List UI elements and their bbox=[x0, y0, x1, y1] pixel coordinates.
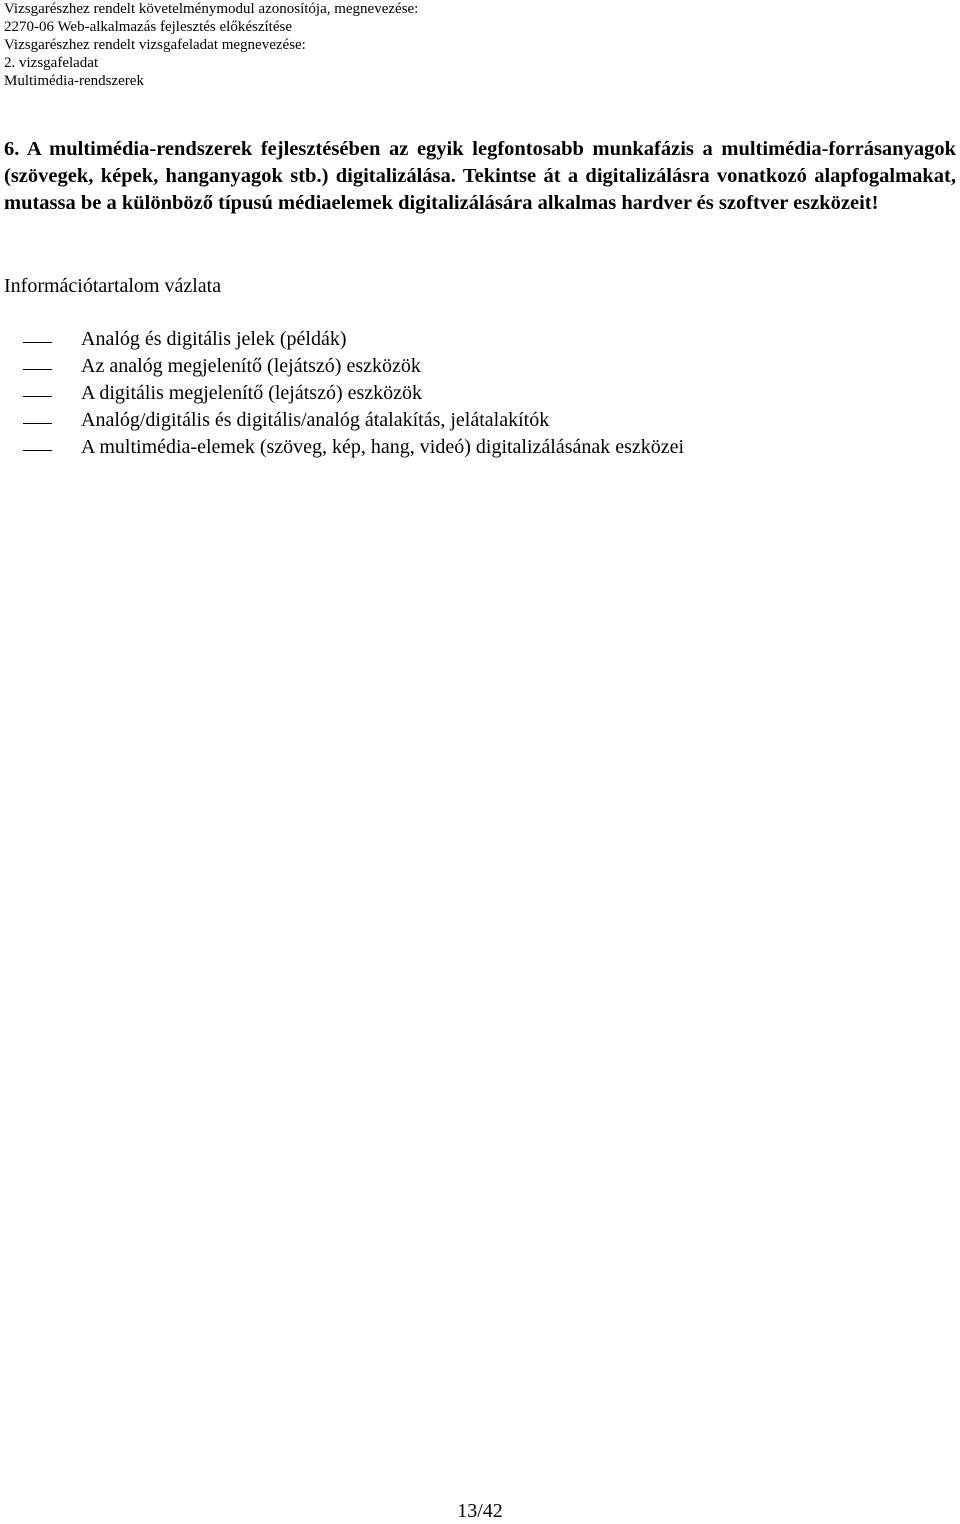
dash-bullet-icon bbox=[23, 369, 52, 370]
list-item-text: A digitális megjelenítő (lejátszó) eszközök bbox=[81, 382, 423, 404]
header-line-module-label: Vizsgarészhez rendelt követelménymodul azonosítója, megnevezése: bbox=[4, 1, 419, 17]
list-item bbox=[0, 353, 960, 380]
dash-bullet-icon bbox=[23, 342, 52, 343]
dash-bullet-icon bbox=[23, 396, 52, 397]
list-item-text: A multimédia-elemek (szöveg, kép, hang, videó) digitalizálásának eszközei bbox=[81, 436, 685, 458]
dash-bullet-icon bbox=[23, 450, 52, 451]
list-item-text: Az analóg megjelenítő (lejátszó) eszközök bbox=[81, 355, 421, 377]
list-item bbox=[0, 407, 960, 434]
page-number: 13/42 bbox=[457, 1500, 503, 1522]
outline-list bbox=[0, 326, 960, 461]
task-statement: 6. A multimédia-rendszerek fejlesztésében az egyik legfontosabb munkafázis a multimédia-forrásanyagok (szövegek, képek, hanganyagok stb.) digitalizálása. Tekintse át a digitalizálásra vonatkozó alapfogalmakat, mutassa be a különböző típusú médiaelemek digitalizálására alkalmas hardver és szoftver eszközeit! bbox=[4, 138, 956, 214]
list-item-text: Analóg és digitális jelek (példák) bbox=[81, 328, 347, 350]
outline-title: Információtartalom vázlata bbox=[4, 275, 222, 297]
dash-bullet-icon bbox=[23, 423, 52, 424]
page-header bbox=[4, 0, 904, 90]
list-item bbox=[0, 380, 960, 407]
list-item-text: Analóg/digitális és digitális/analóg átalakítás, jelátalakítók bbox=[81, 409, 550, 431]
header-line-task-name: Multimédia-rendszerek bbox=[4, 73, 144, 89]
list-item bbox=[0, 326, 960, 353]
list-item bbox=[0, 434, 960, 461]
header-line-task-number: 2. vizsgafeladat bbox=[4, 55, 99, 71]
header-line-module-name: 2270-06 Web-alkalmazás fejlesztés előkészítése bbox=[4, 19, 292, 35]
header-line-task-label: Vizsgarészhez rendelt vizsgafeladat megnevezése: bbox=[4, 37, 306, 53]
